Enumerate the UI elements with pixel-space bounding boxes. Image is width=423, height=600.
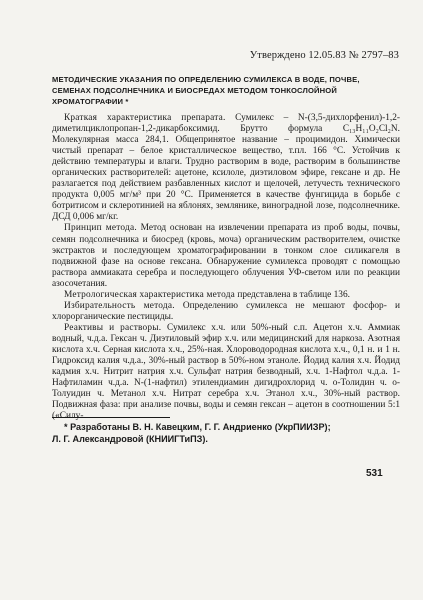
footnote-divider bbox=[52, 417, 170, 418]
page-number: 531 bbox=[366, 468, 383, 479]
paragraph-reagents bbox=[52, 323, 400, 422]
approval-line: Утверждено 12.05.83 № 2797–83 bbox=[249, 50, 399, 61]
paragraph-lead: Принцип метода. bbox=[64, 223, 137, 234]
footnote-line: * Разработаны В. Н. Кавецким, Г. Г. Андриенко (УкрПИИЗР); bbox=[64, 422, 331, 432]
paragraph-lead: Метрологическая характеристика метода bbox=[64, 289, 235, 300]
paragraph-text: Сумилекс х.ч. или 50%-ный с.п. Ацетон х.ч. Аммиак водный, ч.д.а. Гексан ч. Диэтиловый эфир х.ч. или медицинский для наркоза. Азотная кислота х.ч. Серная кислота х.ч., 25%-ная. Хлороводородная кислота х.ч., 0,1 н. и 1 н. Гидроксид калия ч.д.а., 30%-ный раствор в 50%-ном этаноле. Йодид калия х.ч. Йодид кадмия х.ч. Нитрит натрия х.ч. Сульфат натрия безводный, х.ч. 1-Нафтол ч.д.а. 1-Нафтиламин ч.д.а. N-(1-нафтил) этилендиамин дигидрохлорид ч. о-Толидин ч. о-Толуидин ч. Метанол х.ч. Нитрат серебра х.ч. Этанол х.ч., 30%-ный раствор. Подвижная фаза: при анализе почвы, воды и семян гексан – ацетон в соотношении 5:1 («Силу- bbox=[52, 322, 400, 422]
document-title: МЕТОДИЧЕСКИЕ УКАЗАНИЯ ПО ОПРЕДЕЛЕНИЮ СУМИЛЕКСА В ВОДЕ, ПОЧВЕ, СЕМЕНАХ ПОДСОЛНЕЧНИКА И БИОСРЕДАХ МЕТОДОМ ТОНКОСЛОЙНОЙ ХРОМАТОГРАФИИ * bbox=[52, 75, 360, 106]
footnote bbox=[52, 421, 400, 445]
paragraph-selectivity bbox=[52, 301, 400, 323]
paragraph-metrology bbox=[52, 290, 400, 301]
paragraph-characteristics bbox=[52, 113, 400, 223]
paragraph-lead: Краткая характеристика препарата. bbox=[64, 113, 226, 123]
paragraph-text: Метод основан на извлечении препарата из проб воды, почвы, семян подсолнечника и биосред (кровь, моча) органическим растворителем, очистке экстрактов и последующем хроматографировании в тонком слое силикагеля в подвижной фазе на основе гексана. Обнаружение сумилекса проводят с помощью раствора аммиаката серебра и последующего облучения УФ-светом или по реакции азосочетания. bbox=[52, 223, 401, 289]
paragraph-principle bbox=[52, 223, 400, 289]
paragraph-text: представлена в таблице 136. bbox=[235, 289, 350, 300]
paragraph-lead: Реактивы и растворы. bbox=[64, 322, 162, 333]
body-text bbox=[52, 113, 400, 422]
paragraph-text: Определению сумилекса не мешают фосфор- и хлорорганические пестициды. bbox=[52, 300, 400, 322]
footnote-line: Л. Г. Александровой (КНИИГТиПЗ). bbox=[52, 434, 208, 444]
paragraph-lead: Избирательность метода. bbox=[64, 300, 175, 311]
paragraph-text: Сумилекс – N-(3,5-дихлорфенил)-1,2-диметилциклопропан-1,2-дикарбоксимид. Брутто формула C₁₃H₁₁O₂Cl₂N. Молекулярная масса 284,1. Общепринятое название – процимидон. Химически чистый препарат – белое кристаллическое вещество, т.пл. 166 °С. Устойчив к действию температуры и влаги. Трудно растворим в воде, растворим в большинстве органических растворителей: ацетоне, ксилоле, диэтиловом эфире, гексане и др. Не разлагается под действием разбавленных кислот и щелочей, летучесть технического продукта 0,005 мг/м³ при 20 °С. Применяется в качестве фунгицида в борьбе с ботритисом и склеротинией на яблонях, землянике, виноградной лозе, подсолнечнике. ДСД 0,006 мг/кг. bbox=[52, 113, 400, 223]
